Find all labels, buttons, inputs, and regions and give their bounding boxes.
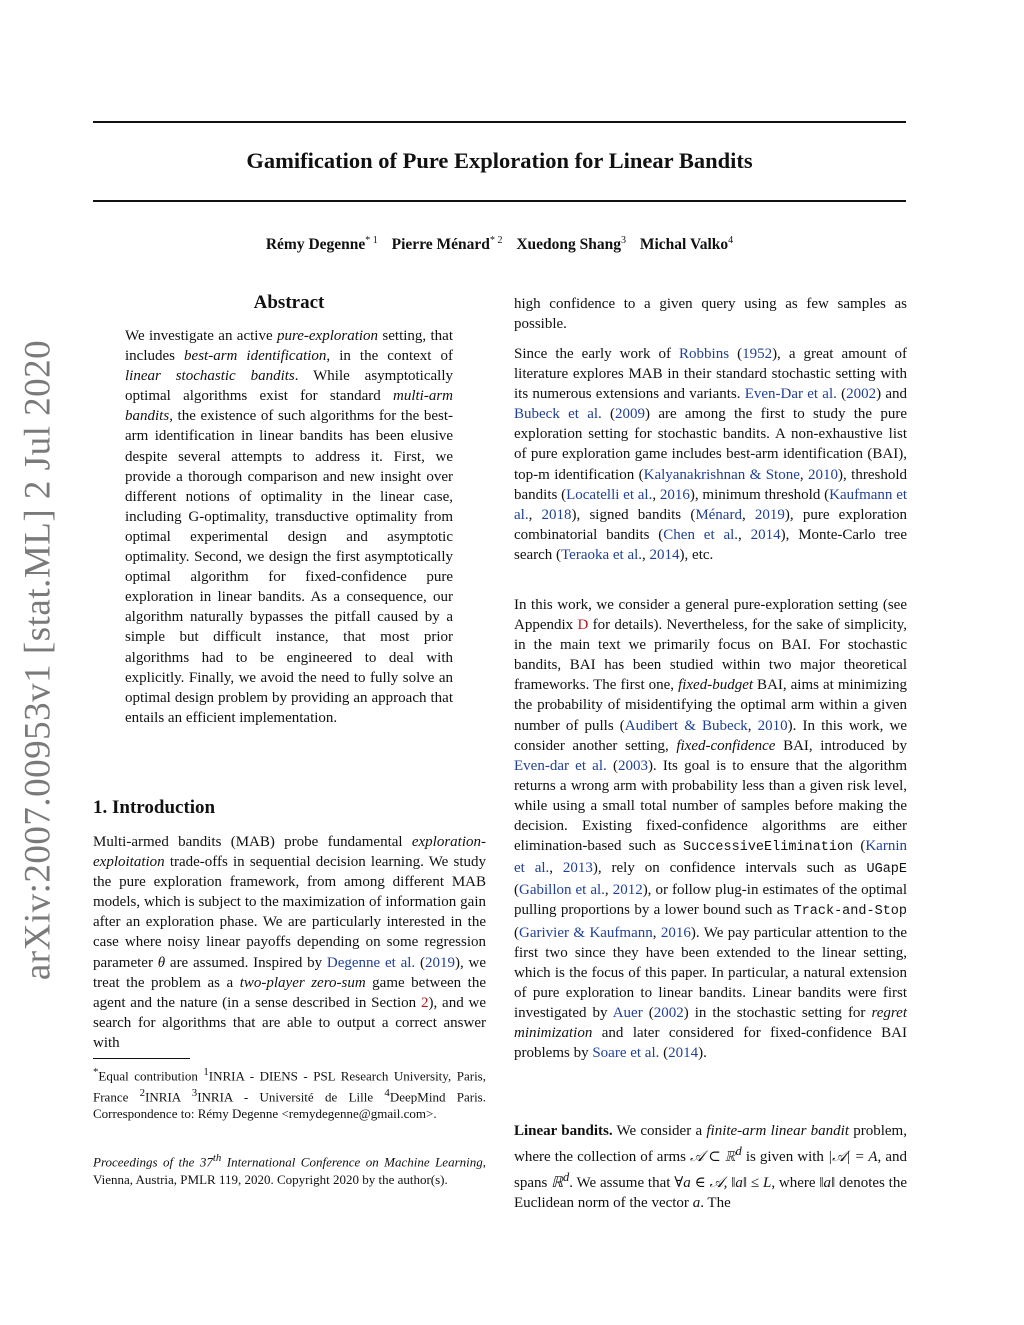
author: Xuedong Shang$^3$ [516,235,626,254]
title-rule-top [93,121,906,123]
citation-link[interactable]: Robbins [679,346,730,362]
introduction-paragraph: Multi-armed bandits (MAB) probe fundamental exploration-exploitation trade-offs in sequential decision learning. We study the pure exploration framework, from among different MAB models, which is subject to the maximization of information gain after an exploration phase. We are particularly interested in the case where noisy linear payoffs depending on some regression parameter θ are assumed. Inspired by Degenne et al. (2019), we treat the problem as a two-player zero-sum game between the agent and the nature (in a sense described in Section 2), and we search for algorithms that are able to output a correct answer with [93,834,486,1051]
citation-link[interactable]: Chen et al. [663,526,739,543]
citation-year-link[interactable]: 2018 [541,506,572,523]
appendix-ref-link[interactable]: D [577,617,589,634]
citation-link[interactable]: Even-Dar et al. [744,386,837,403]
section-heading-introduction: 1. Introduction [93,797,216,818]
algorithm-name: SuccessiveElimination [683,840,854,856]
citation-year-link[interactable]: 2002 [846,386,877,403]
citation-year-link[interactable]: 2012 [612,882,643,899]
author: Michal Valko$^4$ [639,235,734,254]
arxiv-identifier[interactable]: arXiv:2007.00953v1 [stat.ML] 2 Jul 2020 [17,339,59,981]
abstract-heading: Abstract [253,292,325,313]
citation-year-link[interactable]: 2002 [653,1004,684,1021]
title-rule-bottom [93,200,906,202]
citation-link[interactable]: Bubeck et al. [514,406,602,423]
citation-link[interactable]: Garivier & Kaufmann [519,924,653,941]
citation-link[interactable]: Kaufmann et al. [514,486,908,523]
citation-link[interactable]: Ménard [695,506,742,523]
author: Pierre Ménard$^{* 2}$ [391,235,503,254]
citation-year-link[interactable]: 2016 [659,486,690,503]
citation-link[interactable]: Even-dar et al. [514,757,607,774]
citation-year-link[interactable]: 2013 [562,860,593,877]
right-col-paragraph-2: In this work, we consider a general pure-exploration setting (see Appendix D for details). Nevertheless, for the sake of simplicity, in the main text we primarily focus on BAI. For stochastic bandits, BAI has been studied within two major theoretical frameworks. The first one, fixed-budget BAI, aims at minimizing the probability of misidentifying the optimal arm within a given number of pulls (Audibert & Bubeck, 2010). In this work, we consider another setting, fixed-confidence BAI, introduced by Even-dar et al. (2003). Its goal is to ensure that the algorithm returns a wrong arm with probability less than a given risk level, while using a small total number of samples before making the decision. Existing fixed-confidence algorithms are either elimination-based such as SuccessiveElimination (Karnin et al., 2013), rely on confidence intervals such as UGapE (Gabillon et al., 2012), or follow plug-in estimates of the optimal pulling proportions by a lower bound such as Track-and-Stop (Garivier & Kaufmann, 2016). We pay particular attention to the first two since they have been extended to the linear setting, which is the focus of this paper. In particular, a natural extension of pure exploration to linear bandits. Linear bandits were first investigated by Auer (2002) in the stochastic setting for regret minimization and later considered for fixed-confidence BAI problems by Soare et al. (2014). [514,597,908,1062]
footnote-rule [93,1058,190,1059]
algorithm-name: UGapE [866,862,908,878]
citation-link[interactable]: Karnin et al. [514,838,907,877]
citation-year-link[interactable]: 2014 [668,1045,699,1062]
citation-year-link[interactable]: 2003 [617,757,648,774]
right-col-paragraph-1: Since the early work of Robbins (1952), a great amount of literature explores MAB in their standard stochastic setting with its numerous extensions and variants. Even-Dar et al. (2002) and Bubeck et al. (2009) are among the first to study the pure exploration setting for stochastic bandits. A non-exhaustive list of pure exploration game includes best-arm identification (BAI), top-m identification (Kalyanakrishnan & Stone, 2010), threshold bandits (Locatelli et al., 2016), minimum threshold (Kaufmann et al., 2018), signed bandits (Ménard, 2019), pure exploration combinatorial bandits (Chen et al., 2014), Monte-Carlo tree search (Teraoka et al., 2014), etc. [514,346,908,563]
citation-link[interactable]: Degenne et al. [326,954,416,971]
citation-link[interactable]: Gabillon et al. [519,882,605,899]
citation-year-link[interactable]: 2014 [649,546,680,563]
right-col-paragraph-linear-bandits: Linear bandits. We consider a finite-arm linear bandit problem, where the collection of arms 𝒜 ⊂ ℝ$^d$ is given with |𝒜| = A, and spans ℝ$^d$. We assume that ∀a ∈ 𝒜, ‖a‖ ≤ L, where ‖a‖ denotes the Euclidean norm of the vector a. The [514,1123,907,1212]
citation-link[interactable]: Soare et al. [592,1045,660,1062]
proceedings-note: Proceedings of the 37th International Conference on Machine Learning, Vienna, Austria, PMLR 119, 2020. Copyright 2020 by the author(s). [93,1152,486,1187]
algorithm-name: Track-and-Stop [793,904,907,920]
citation-link[interactable]: Auer [612,1004,643,1021]
citation-year-link[interactable]: 2010 [808,466,839,483]
author-list [93,235,906,254]
citation-year-link[interactable]: 2016 [660,924,691,941]
citation-year-link[interactable]: 2019 [424,954,455,971]
citation-year-link[interactable]: 1952 [742,346,773,362]
run-in-heading: Linear bandits. [514,1123,613,1139]
citation-year-link[interactable]: 2019 [754,506,785,523]
abstract-text: We investigate an active pure-exploration setting, that includes best-arm identification, in the context of linear stochastic bandits. While asymptotically optimal algorithms exist for standard multi-arm bandits, the existence of such algorithms for the best-arm identification in linear bandits has been elusive despite several attempts to address it. First, we provide a thorough comparison and new insight over different notions of optimality in the linear case, including G-optimality, transductive optimality from optimal experimental design and asymptotic optimality. Second, we design the first asymptotically optimal algorithm for fixed-confidence pure exploration in linear bandits. As a consequence, our algorithm naturally bypasses the pitfall caused by a simple but difficult instance, that most prior algorithms had to be engineered to deal with explicitly. Finally, we avoid the need to fully solve an optimal design problem by providing an approach that entails an efficient implementation. [125,328,454,726]
citation-link[interactable]: Audibert & Bubeck [624,717,748,734]
citation-link[interactable]: Teraoka et al. [561,546,643,563]
section-ref-link[interactable]: 2 [420,994,429,1011]
citation-year-link[interactable]: 2014 [750,526,781,543]
citation-year-link[interactable]: 2009 [615,406,646,423]
citation-link[interactable]: Kalyanakrishnan & Stone [643,466,800,483]
paper-title: Gamification of Pure Exploration for Linear Bandits [246,148,753,173]
affiliations-footnote: *Equal contribution $^1$INRIA - DIENS - PSL Research University, Paris, France $^2$INRIA $^3$INRIA - Université de Lille $^4$DeepMind Paris. Correspondence to: Rémy Degenne <remydegenne@gmail.com>. [93,1066,486,1121]
citation-link[interactable]: Locatelli et al. [566,486,653,503]
right-col-paragraph-0: high confidence to a given query using as few samples as possible. [514,296,907,333]
author: Rémy Degenne$^{* 1}$ [265,235,378,254]
citation-year-link[interactable]: 2010 [757,717,788,734]
